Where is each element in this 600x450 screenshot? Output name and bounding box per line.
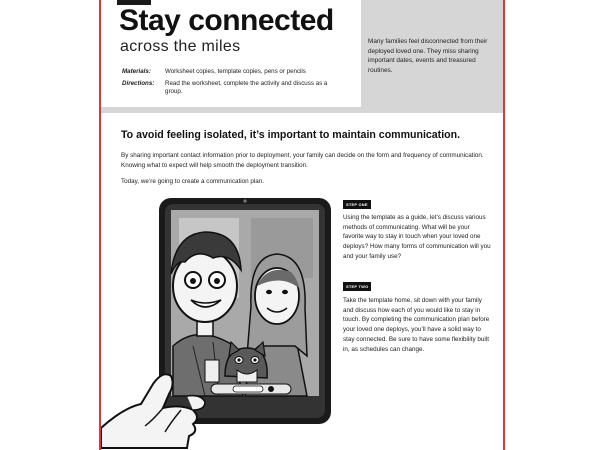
step-two-badge: STEP TWO (343, 282, 371, 291)
cat-figure (225, 342, 267, 382)
step-one-badge: STEP ONE (343, 200, 371, 209)
directions-label: Directions: (122, 80, 155, 87)
intro-paragraph: By sharing important contact information prior to deployment, your family can decide on the form and frequency of communication. Knowing what to expect will help smooth the deployment transition. (121, 152, 484, 169)
directions-value: Read the worksheet, complete the activity and discuss as a group. (165, 80, 328, 95)
video-call-screen (171, 210, 319, 396)
step-one-text: Using the template as a guide, let’s discuss various methods of communicating. What will be your favorite way to stay in touch when your loved one deploys? How many forms of communication will you and your family use? (343, 214, 491, 260)
materials-label: Materials: (122, 68, 151, 75)
step-two-text: Take the template home, sit down with your family and discuss how each of you would like to stay in touch. By completing the communication plan before your loved one deploys, you’ll have a solid way to stay connected. Be sure to have some flexibility built in, as schedules can change. (343, 297, 490, 353)
page-subtitle: across the miles (120, 38, 241, 55)
materials-value: Worksheet copies, template copies, pens or pencils (165, 68, 306, 75)
side-intro: Many families feel disconnected from their deployed loved one. They miss sharing important dates, events and treasured routines. (368, 38, 488, 74)
page-title: Stay connected (119, 4, 334, 37)
plan-paragraph: Today, we’re going to create a communication plan. (121, 178, 265, 185)
tablet-illustration (101, 196, 341, 450)
call-control-bar[interactable] (211, 384, 291, 394)
section-heading: To avoid feeling isolated, it’s important to maintain communication. (121, 129, 461, 141)
